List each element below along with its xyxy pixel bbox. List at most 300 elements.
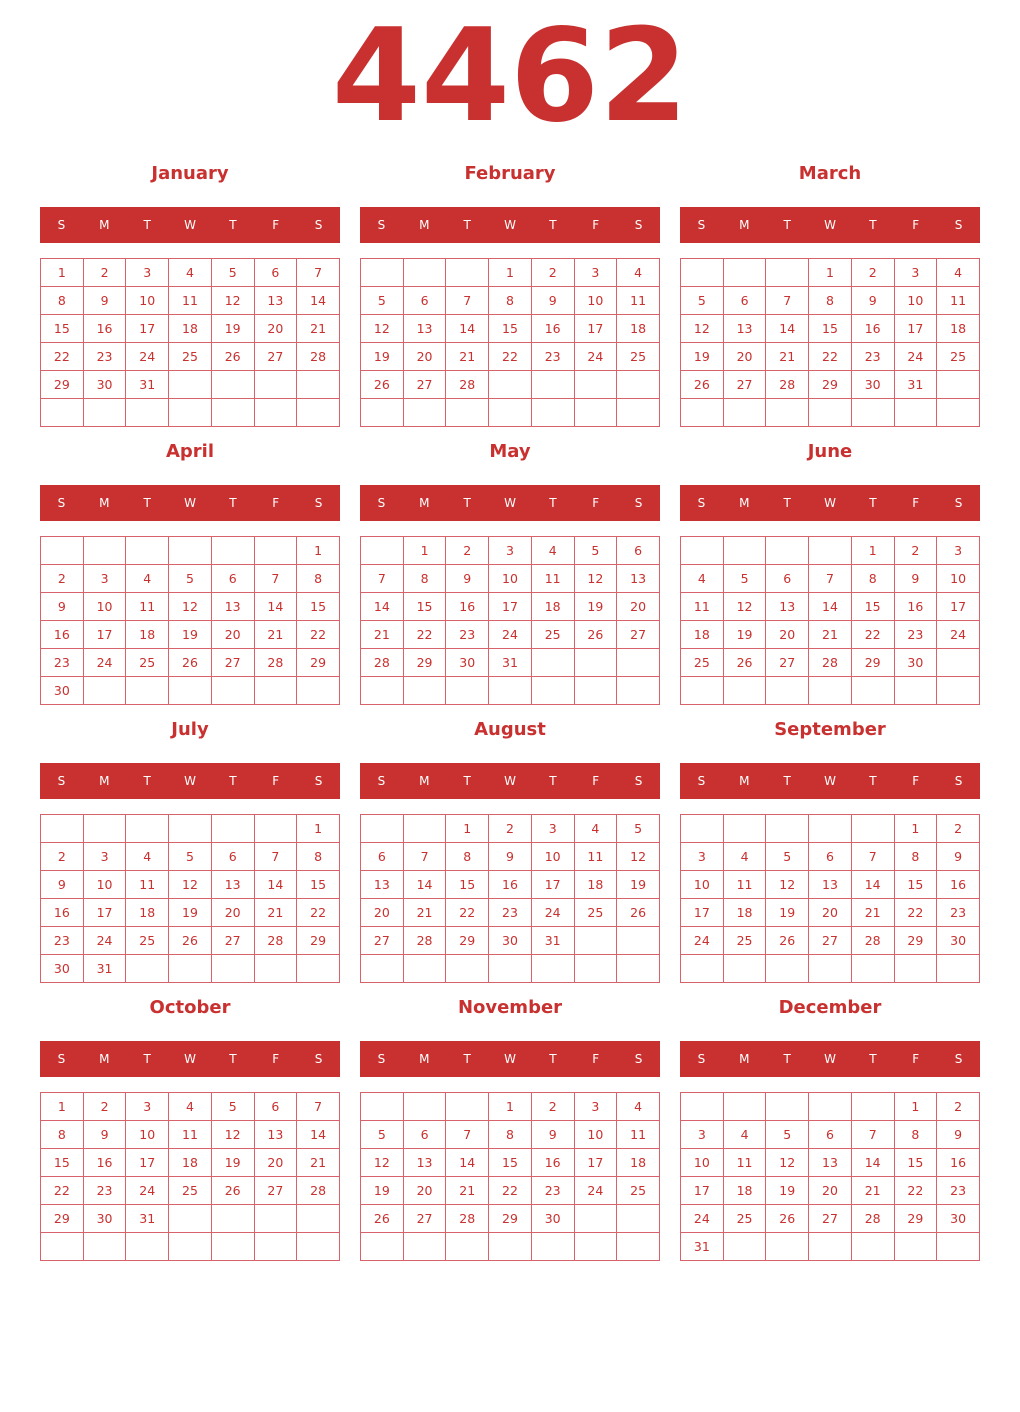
- week-row: [681, 1233, 980, 1261]
- day-cell: [617, 399, 660, 427]
- day-cell: 27: [254, 1177, 297, 1205]
- month-title: September: [774, 719, 886, 740]
- day-cell: 12: [681, 315, 724, 343]
- day-cell: 11: [531, 565, 574, 593]
- day-cell: [809, 399, 852, 427]
- week-row: [361, 343, 660, 371]
- day-cell: 25: [617, 343, 660, 371]
- weekday-label: M: [419, 1052, 430, 1066]
- day-cell: [361, 399, 404, 427]
- day-cell: 22: [403, 621, 446, 649]
- day-cell: 6: [403, 1121, 446, 1149]
- month-september: [680, 712, 980, 990]
- day-cell: [681, 815, 724, 843]
- weekday-header: [360, 207, 660, 243]
- day-cell: 27: [809, 1205, 852, 1233]
- day-cell: [531, 399, 574, 427]
- day-cell: [574, 1233, 617, 1261]
- day-cell: [126, 677, 169, 705]
- week-row: [361, 1121, 660, 1149]
- week-row: [681, 871, 980, 899]
- day-cell: [126, 537, 169, 565]
- week-row: [681, 343, 980, 371]
- day-cell: [211, 677, 254, 705]
- day-cell: [766, 259, 809, 287]
- day-cell: 29: [41, 1205, 84, 1233]
- weekday-label: S: [314, 774, 323, 788]
- weekday-label: T: [783, 774, 791, 788]
- day-cell: [851, 1233, 894, 1261]
- days-table: [40, 536, 340, 705]
- day-cell: 24: [83, 649, 126, 677]
- day-cell: [809, 537, 852, 565]
- day-cell: 3: [937, 537, 980, 565]
- day-cell: 8: [489, 1121, 532, 1149]
- weekday-label: T: [143, 774, 151, 788]
- weekday-label: T: [143, 218, 151, 232]
- weekday-label: S: [314, 1052, 323, 1066]
- day-cell: 31: [894, 371, 937, 399]
- day-cell: 5: [211, 259, 254, 287]
- day-cell: 24: [489, 621, 532, 649]
- week-row: [361, 259, 660, 287]
- day-cell: 25: [681, 649, 724, 677]
- day-cell: 2: [937, 1093, 980, 1121]
- day-cell: [169, 1205, 212, 1233]
- day-cell: 16: [489, 871, 532, 899]
- day-cell: 30: [41, 955, 84, 983]
- day-cell: 17: [126, 1149, 169, 1177]
- day-cell: 14: [254, 871, 297, 899]
- day-cell: 18: [126, 621, 169, 649]
- day-cell: 13: [723, 315, 766, 343]
- day-cell: [766, 1233, 809, 1261]
- day-cell: 29: [489, 1205, 532, 1233]
- day-cell: 23: [531, 1177, 574, 1205]
- weekday-label: F: [912, 218, 920, 232]
- day-cell: 10: [83, 593, 126, 621]
- weekday-header: [40, 485, 340, 521]
- day-cell: 5: [681, 287, 724, 315]
- day-cell: [809, 815, 852, 843]
- week-row: [681, 899, 980, 927]
- day-cell: 11: [937, 287, 980, 315]
- day-cell: 7: [446, 287, 489, 315]
- weekday-header: [680, 207, 980, 243]
- day-cell: 10: [681, 1149, 724, 1177]
- day-cell: 19: [169, 621, 212, 649]
- month-title: June: [807, 441, 853, 462]
- day-cell: [531, 677, 574, 705]
- day-cell: 24: [126, 343, 169, 371]
- day-cell: 14: [851, 871, 894, 899]
- day-cell: 1: [41, 1093, 84, 1121]
- day-cell: 21: [254, 621, 297, 649]
- weekday-label: M: [99, 496, 110, 510]
- day-cell: [723, 399, 766, 427]
- day-cell: 13: [211, 871, 254, 899]
- day-cell: [211, 1205, 254, 1233]
- day-cell: 15: [41, 1149, 84, 1177]
- day-cell: [169, 537, 212, 565]
- week-row: [41, 677, 340, 705]
- day-cell: 30: [489, 927, 532, 955]
- weekday-label: S: [634, 1052, 643, 1066]
- day-cell: 19: [681, 343, 724, 371]
- day-cell: 31: [489, 649, 532, 677]
- day-cell: [617, 927, 660, 955]
- day-cell: 16: [41, 621, 84, 649]
- day-cell: 22: [894, 899, 937, 927]
- day-cell: 24: [681, 927, 724, 955]
- day-cell: 19: [361, 343, 404, 371]
- day-cell: 28: [851, 1205, 894, 1233]
- day-cell: [446, 1233, 489, 1261]
- weekday-label: W: [184, 496, 196, 510]
- weekday-label: T: [869, 1052, 877, 1066]
- day-cell: [403, 1093, 446, 1121]
- day-cell: 14: [403, 871, 446, 899]
- day-cell: 8: [297, 843, 340, 871]
- weekday-label: S: [697, 218, 706, 232]
- day-cell: 6: [403, 287, 446, 315]
- weekday-label: T: [549, 496, 557, 510]
- day-cell: [361, 955, 404, 983]
- week-row: [361, 315, 660, 343]
- day-cell: 23: [83, 1177, 126, 1205]
- weekday-label: F: [592, 1052, 600, 1066]
- day-cell: 23: [894, 621, 937, 649]
- day-cell: 16: [83, 1149, 126, 1177]
- day-cell: 19: [766, 899, 809, 927]
- day-cell: 23: [83, 343, 126, 371]
- day-cell: 28: [254, 649, 297, 677]
- day-cell: 18: [681, 621, 724, 649]
- day-cell: 4: [531, 537, 574, 565]
- day-cell: 26: [169, 649, 212, 677]
- day-cell: 26: [617, 899, 660, 927]
- day-cell: 2: [894, 537, 937, 565]
- day-cell: [403, 955, 446, 983]
- weekday-label: M: [99, 218, 110, 232]
- month-title: April: [165, 441, 215, 462]
- day-cell: 17: [894, 315, 937, 343]
- day-cell: 5: [211, 1093, 254, 1121]
- day-cell: 28: [403, 927, 446, 955]
- weekday-label: W: [184, 774, 196, 788]
- day-cell: 17: [681, 899, 724, 927]
- day-cell: 24: [126, 1177, 169, 1205]
- month-title: August: [474, 719, 546, 740]
- day-cell: [126, 1233, 169, 1261]
- weekday-label: W: [184, 218, 196, 232]
- day-cell: 4: [723, 843, 766, 871]
- day-cell: 17: [489, 593, 532, 621]
- week-row: [681, 537, 980, 565]
- day-cell: [297, 1233, 340, 1261]
- weekday-label: S: [377, 774, 386, 788]
- day-cell: 8: [489, 287, 532, 315]
- day-cell: 3: [83, 843, 126, 871]
- day-cell: 7: [361, 565, 404, 593]
- day-cell: 2: [531, 1093, 574, 1121]
- week-row: [681, 1093, 980, 1121]
- day-cell: 28: [254, 927, 297, 955]
- day-cell: [681, 1093, 724, 1121]
- day-cell: 2: [531, 259, 574, 287]
- day-cell: 23: [851, 343, 894, 371]
- day-cell: 19: [617, 871, 660, 899]
- day-cell: 13: [617, 565, 660, 593]
- weekday-label: T: [869, 496, 877, 510]
- day-cell: 7: [297, 1093, 340, 1121]
- day-cell: 4: [126, 843, 169, 871]
- day-cell: 10: [531, 843, 574, 871]
- week-row: [361, 621, 660, 649]
- day-cell: 27: [809, 927, 852, 955]
- week-row: [681, 371, 980, 399]
- day-cell: 29: [894, 1205, 937, 1233]
- weekday-label: F: [592, 218, 600, 232]
- day-cell: 3: [681, 1121, 724, 1149]
- day-cell: 17: [681, 1177, 724, 1205]
- day-cell: [681, 259, 724, 287]
- weekday-header: [360, 1041, 660, 1077]
- weekday-label: S: [314, 218, 323, 232]
- day-cell: 4: [937, 259, 980, 287]
- day-cell: 15: [489, 315, 532, 343]
- day-cell: [723, 815, 766, 843]
- day-cell: 26: [723, 649, 766, 677]
- day-cell: 31: [681, 1233, 724, 1261]
- weekday-label: W: [504, 496, 516, 510]
- weekday-label: M: [99, 774, 110, 788]
- day-cell: 1: [851, 537, 894, 565]
- day-cell: 23: [41, 649, 84, 677]
- day-cell: [211, 399, 254, 427]
- day-cell: 25: [169, 1177, 212, 1205]
- day-cell: 30: [894, 649, 937, 677]
- day-cell: 25: [937, 343, 980, 371]
- day-cell: 25: [531, 621, 574, 649]
- day-cell: [531, 649, 574, 677]
- weekday-label: M: [99, 1052, 110, 1066]
- day-cell: 21: [446, 343, 489, 371]
- day-cell: 18: [169, 1149, 212, 1177]
- week-row: [41, 371, 340, 399]
- day-cell: 11: [126, 593, 169, 621]
- year-title: 4462: [331, 2, 689, 151]
- day-cell: 9: [41, 871, 84, 899]
- day-cell: 12: [211, 1121, 254, 1149]
- day-cell: 12: [169, 871, 212, 899]
- weekday-label: F: [592, 774, 600, 788]
- day-cell: 24: [531, 899, 574, 927]
- day-cell: 23: [937, 1177, 980, 1205]
- month-december: [680, 990, 980, 1268]
- day-cell: 27: [211, 649, 254, 677]
- week-row: [41, 287, 340, 315]
- day-cell: [169, 815, 212, 843]
- day-cell: 21: [403, 899, 446, 927]
- weekday-label: S: [697, 774, 706, 788]
- day-cell: 1: [403, 537, 446, 565]
- days-table: [680, 258, 980, 427]
- day-cell: [766, 399, 809, 427]
- day-cell: 10: [489, 565, 532, 593]
- day-cell: 13: [809, 1149, 852, 1177]
- day-cell: 3: [681, 843, 724, 871]
- day-cell: [169, 955, 212, 983]
- day-cell: 7: [297, 259, 340, 287]
- weekday-label: M: [419, 774, 430, 788]
- week-row: [361, 1177, 660, 1205]
- days-table: [360, 536, 660, 705]
- day-cell: [937, 399, 980, 427]
- day-cell: [254, 1233, 297, 1261]
- day-cell: 10: [894, 287, 937, 315]
- day-cell: 6: [723, 287, 766, 315]
- day-cell: [297, 955, 340, 983]
- day-cell: [723, 677, 766, 705]
- day-cell: [169, 677, 212, 705]
- weekday-label: S: [377, 218, 386, 232]
- day-cell: [937, 955, 980, 983]
- day-cell: 5: [766, 843, 809, 871]
- week-row: [681, 399, 980, 427]
- day-cell: 16: [41, 899, 84, 927]
- week-row: [681, 593, 980, 621]
- day-cell: [489, 1233, 532, 1261]
- day-cell: 26: [361, 371, 404, 399]
- days-table: [360, 814, 660, 983]
- day-cell: 17: [574, 315, 617, 343]
- day-cell: 17: [126, 315, 169, 343]
- day-cell: [723, 1093, 766, 1121]
- weekday-header: [40, 1041, 340, 1077]
- day-cell: 6: [361, 843, 404, 871]
- day-cell: 9: [937, 1121, 980, 1149]
- weekday-label: S: [377, 496, 386, 510]
- day-cell: 16: [851, 315, 894, 343]
- day-cell: 21: [297, 315, 340, 343]
- weekday-label: T: [869, 774, 877, 788]
- month-title: July: [171, 719, 209, 740]
- day-cell: 2: [446, 537, 489, 565]
- day-cell: 16: [937, 1149, 980, 1177]
- day-cell: 8: [446, 843, 489, 871]
- month-august: [360, 712, 660, 990]
- week-row: [361, 371, 660, 399]
- day-cell: [937, 649, 980, 677]
- day-cell: 8: [41, 1121, 84, 1149]
- day-cell: 5: [361, 1121, 404, 1149]
- day-cell: [361, 1233, 404, 1261]
- day-cell: 26: [681, 371, 724, 399]
- day-cell: [41, 1233, 84, 1261]
- day-cell: 27: [723, 371, 766, 399]
- day-cell: [126, 399, 169, 427]
- day-cell: 22: [297, 899, 340, 927]
- day-cell: 29: [297, 649, 340, 677]
- day-cell: [126, 815, 169, 843]
- week-row: [681, 649, 980, 677]
- day-cell: 10: [937, 565, 980, 593]
- day-cell: [361, 677, 404, 705]
- day-cell: 18: [169, 315, 212, 343]
- day-cell: 4: [723, 1121, 766, 1149]
- weekday-label: T: [229, 774, 237, 788]
- day-cell: 23: [489, 899, 532, 927]
- day-cell: [297, 1205, 340, 1233]
- day-cell: 12: [766, 1149, 809, 1177]
- day-cell: 13: [403, 1149, 446, 1177]
- day-cell: 18: [126, 899, 169, 927]
- day-cell: 21: [446, 1177, 489, 1205]
- weekday-label: W: [504, 218, 516, 232]
- day-cell: 1: [489, 1093, 532, 1121]
- day-cell: 4: [126, 565, 169, 593]
- week-row: [41, 649, 340, 677]
- weekday-label: T: [783, 496, 791, 510]
- weekday-label: F: [272, 1052, 280, 1066]
- day-cell: [894, 399, 937, 427]
- day-cell: 25: [723, 1205, 766, 1233]
- day-cell: 13: [766, 593, 809, 621]
- day-cell: [169, 399, 212, 427]
- day-cell: 8: [894, 1121, 937, 1149]
- day-cell: 17: [937, 593, 980, 621]
- weekday-label: S: [697, 496, 706, 510]
- day-cell: 12: [574, 565, 617, 593]
- day-cell: 23: [937, 899, 980, 927]
- day-cell: 6: [809, 1121, 852, 1149]
- weekday-label: M: [739, 496, 750, 510]
- days-table: [360, 1092, 660, 1261]
- day-cell: 21: [809, 621, 852, 649]
- month-june: [680, 434, 980, 712]
- day-cell: 11: [723, 1149, 766, 1177]
- day-cell: 14: [361, 593, 404, 621]
- day-cell: 6: [809, 843, 852, 871]
- day-cell: [617, 677, 660, 705]
- day-cell: 31: [83, 955, 126, 983]
- weekday-label: T: [549, 1052, 557, 1066]
- day-cell: [211, 815, 254, 843]
- day-cell: 22: [894, 1177, 937, 1205]
- day-cell: 15: [403, 593, 446, 621]
- day-cell: 22: [297, 621, 340, 649]
- week-row: [361, 537, 660, 565]
- day-cell: 24: [681, 1205, 724, 1233]
- day-cell: 29: [851, 649, 894, 677]
- day-cell: 11: [617, 287, 660, 315]
- day-cell: 1: [894, 1093, 937, 1121]
- day-cell: [211, 371, 254, 399]
- day-cell: [937, 677, 980, 705]
- day-cell: [446, 259, 489, 287]
- day-cell: 24: [83, 927, 126, 955]
- day-cell: 6: [211, 565, 254, 593]
- day-cell: 3: [574, 1093, 617, 1121]
- day-cell: 6: [617, 537, 660, 565]
- month-title: May: [489, 441, 531, 462]
- day-cell: 27: [254, 343, 297, 371]
- day-cell: 28: [446, 1205, 489, 1233]
- day-cell: 2: [489, 815, 532, 843]
- day-cell: 13: [211, 593, 254, 621]
- day-cell: 14: [297, 1121, 340, 1149]
